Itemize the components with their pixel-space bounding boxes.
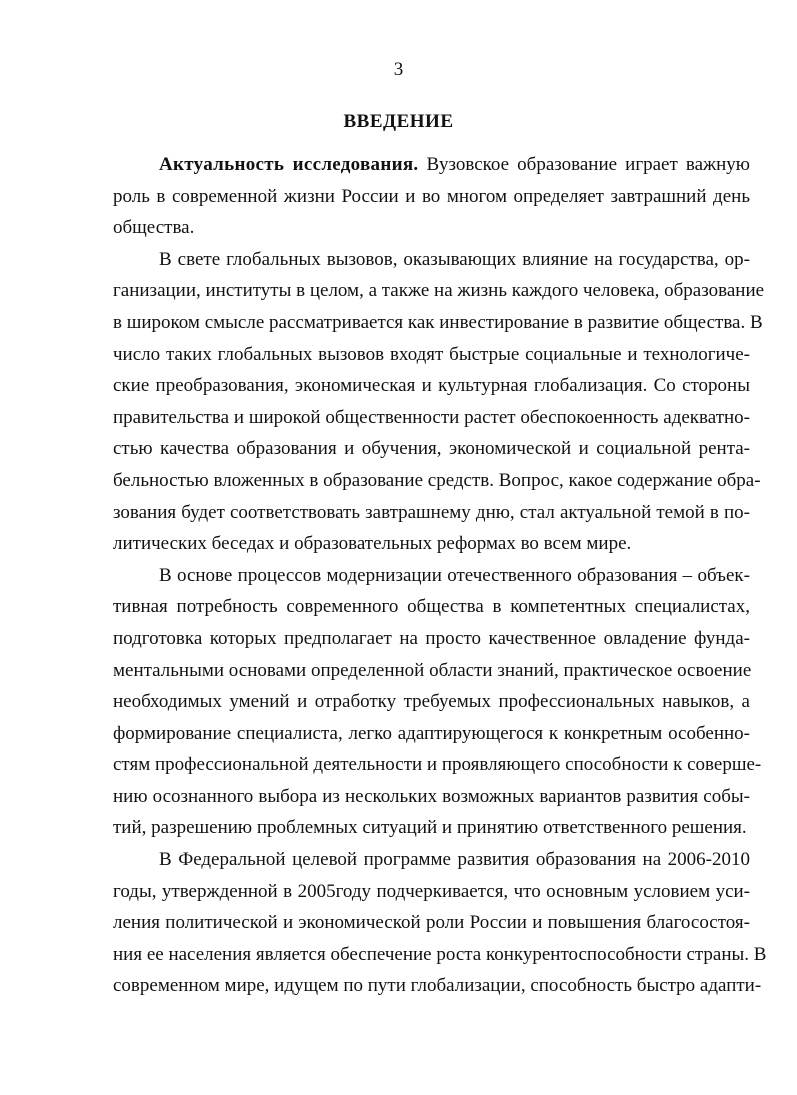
text-line: ления политической и экономической роли России и повышения благосостоя- bbox=[113, 912, 750, 934]
text-line: ские преобразования, экономическая и культурная глобализация. Со стороны bbox=[113, 375, 750, 397]
text-line: правительства и широкой общественности растет обеспокоенность адекватно- bbox=[113, 406, 750, 428]
body-text bbox=[113, 149, 767, 1002]
paragraph-relevance bbox=[113, 149, 750, 244]
paragraph-lead: Актуальность исследования. bbox=[159, 154, 419, 175]
text-line: тий, разрешению проблемных ситуаций и принятию ответственного решения. bbox=[113, 817, 747, 839]
page-number: 3 bbox=[393, 59, 404, 80]
text-line: ганизации, институты в целом, а также на жизнь каждого человека, образование bbox=[113, 280, 765, 302]
text-line: ментальными основами определенной области знаний, практическое освоение bbox=[113, 659, 752, 681]
text-line: необходимых умений и отработку требуемых профессиональных навыков, а bbox=[113, 691, 750, 713]
text-line: стью качества образования и обучения, экономической и социальной рента- bbox=[113, 438, 750, 460]
text-line: современном мире, идущем по пути глобализации, способность быстро адапти- bbox=[113, 975, 762, 997]
text-line: подготовка которых предполагает на просто качественное овладение фунда- bbox=[113, 627, 750, 649]
text-line: В свете глобальных вызовов, оказывающих влияние на государства, ор- bbox=[159, 248, 750, 270]
text-line: В основе процессов модернизации отечественного образования – объек- bbox=[159, 564, 750, 586]
paragraph-federal-program bbox=[113, 844, 767, 1002]
text-line: стям профессиональной деятельности и проявляющего способности к соверше- bbox=[113, 754, 762, 776]
text-line: общества. bbox=[113, 217, 195, 239]
text-line: в широком смысле рассматривается как инвестирование в развитие общества. В bbox=[113, 311, 763, 333]
text-line: нию осознанного выбора из нескольких возможных вариантов развития собы- bbox=[113, 785, 750, 807]
text-line: Актуальность исследования. Вузовское образование играет важную bbox=[159, 154, 750, 175]
text-line: число таких глобальных вызовов входят быстрые социальные и технологиче- bbox=[113, 343, 750, 365]
text-line: бельностью вложенных в образование средств. Вопрос, какое содержание обра- bbox=[113, 469, 761, 491]
paragraph-global-challenges bbox=[113, 244, 765, 560]
paragraph-modernization bbox=[113, 560, 762, 844]
text-line: В Федеральной целевой программе развития образования на 2006-2010 bbox=[159, 849, 750, 871]
text-line: годы, утвержденной в 2005году подчеркивается, что основным условием уси- bbox=[113, 880, 750, 902]
text-line: зования будет соответствовать завтрашнему дню, стал актуальной темой в по- bbox=[113, 501, 750, 523]
text-line: литических беседах и образовательных реформах во всем мире. bbox=[113, 533, 632, 555]
text-line: тивная потребность современного общества в компетентных специалистах, bbox=[113, 596, 750, 618]
text-line: ния ее населения является обеспечение роста конкурентоспособности страны. В bbox=[113, 943, 767, 965]
text-line: формирование специалиста, легко адаптирующегося к конкретным особенно- bbox=[113, 722, 750, 744]
text-line: роль в современной жизни России и во многом определяет завтрашний день bbox=[113, 185, 750, 207]
section-heading: ВВЕДЕНИЕ bbox=[343, 111, 454, 132]
